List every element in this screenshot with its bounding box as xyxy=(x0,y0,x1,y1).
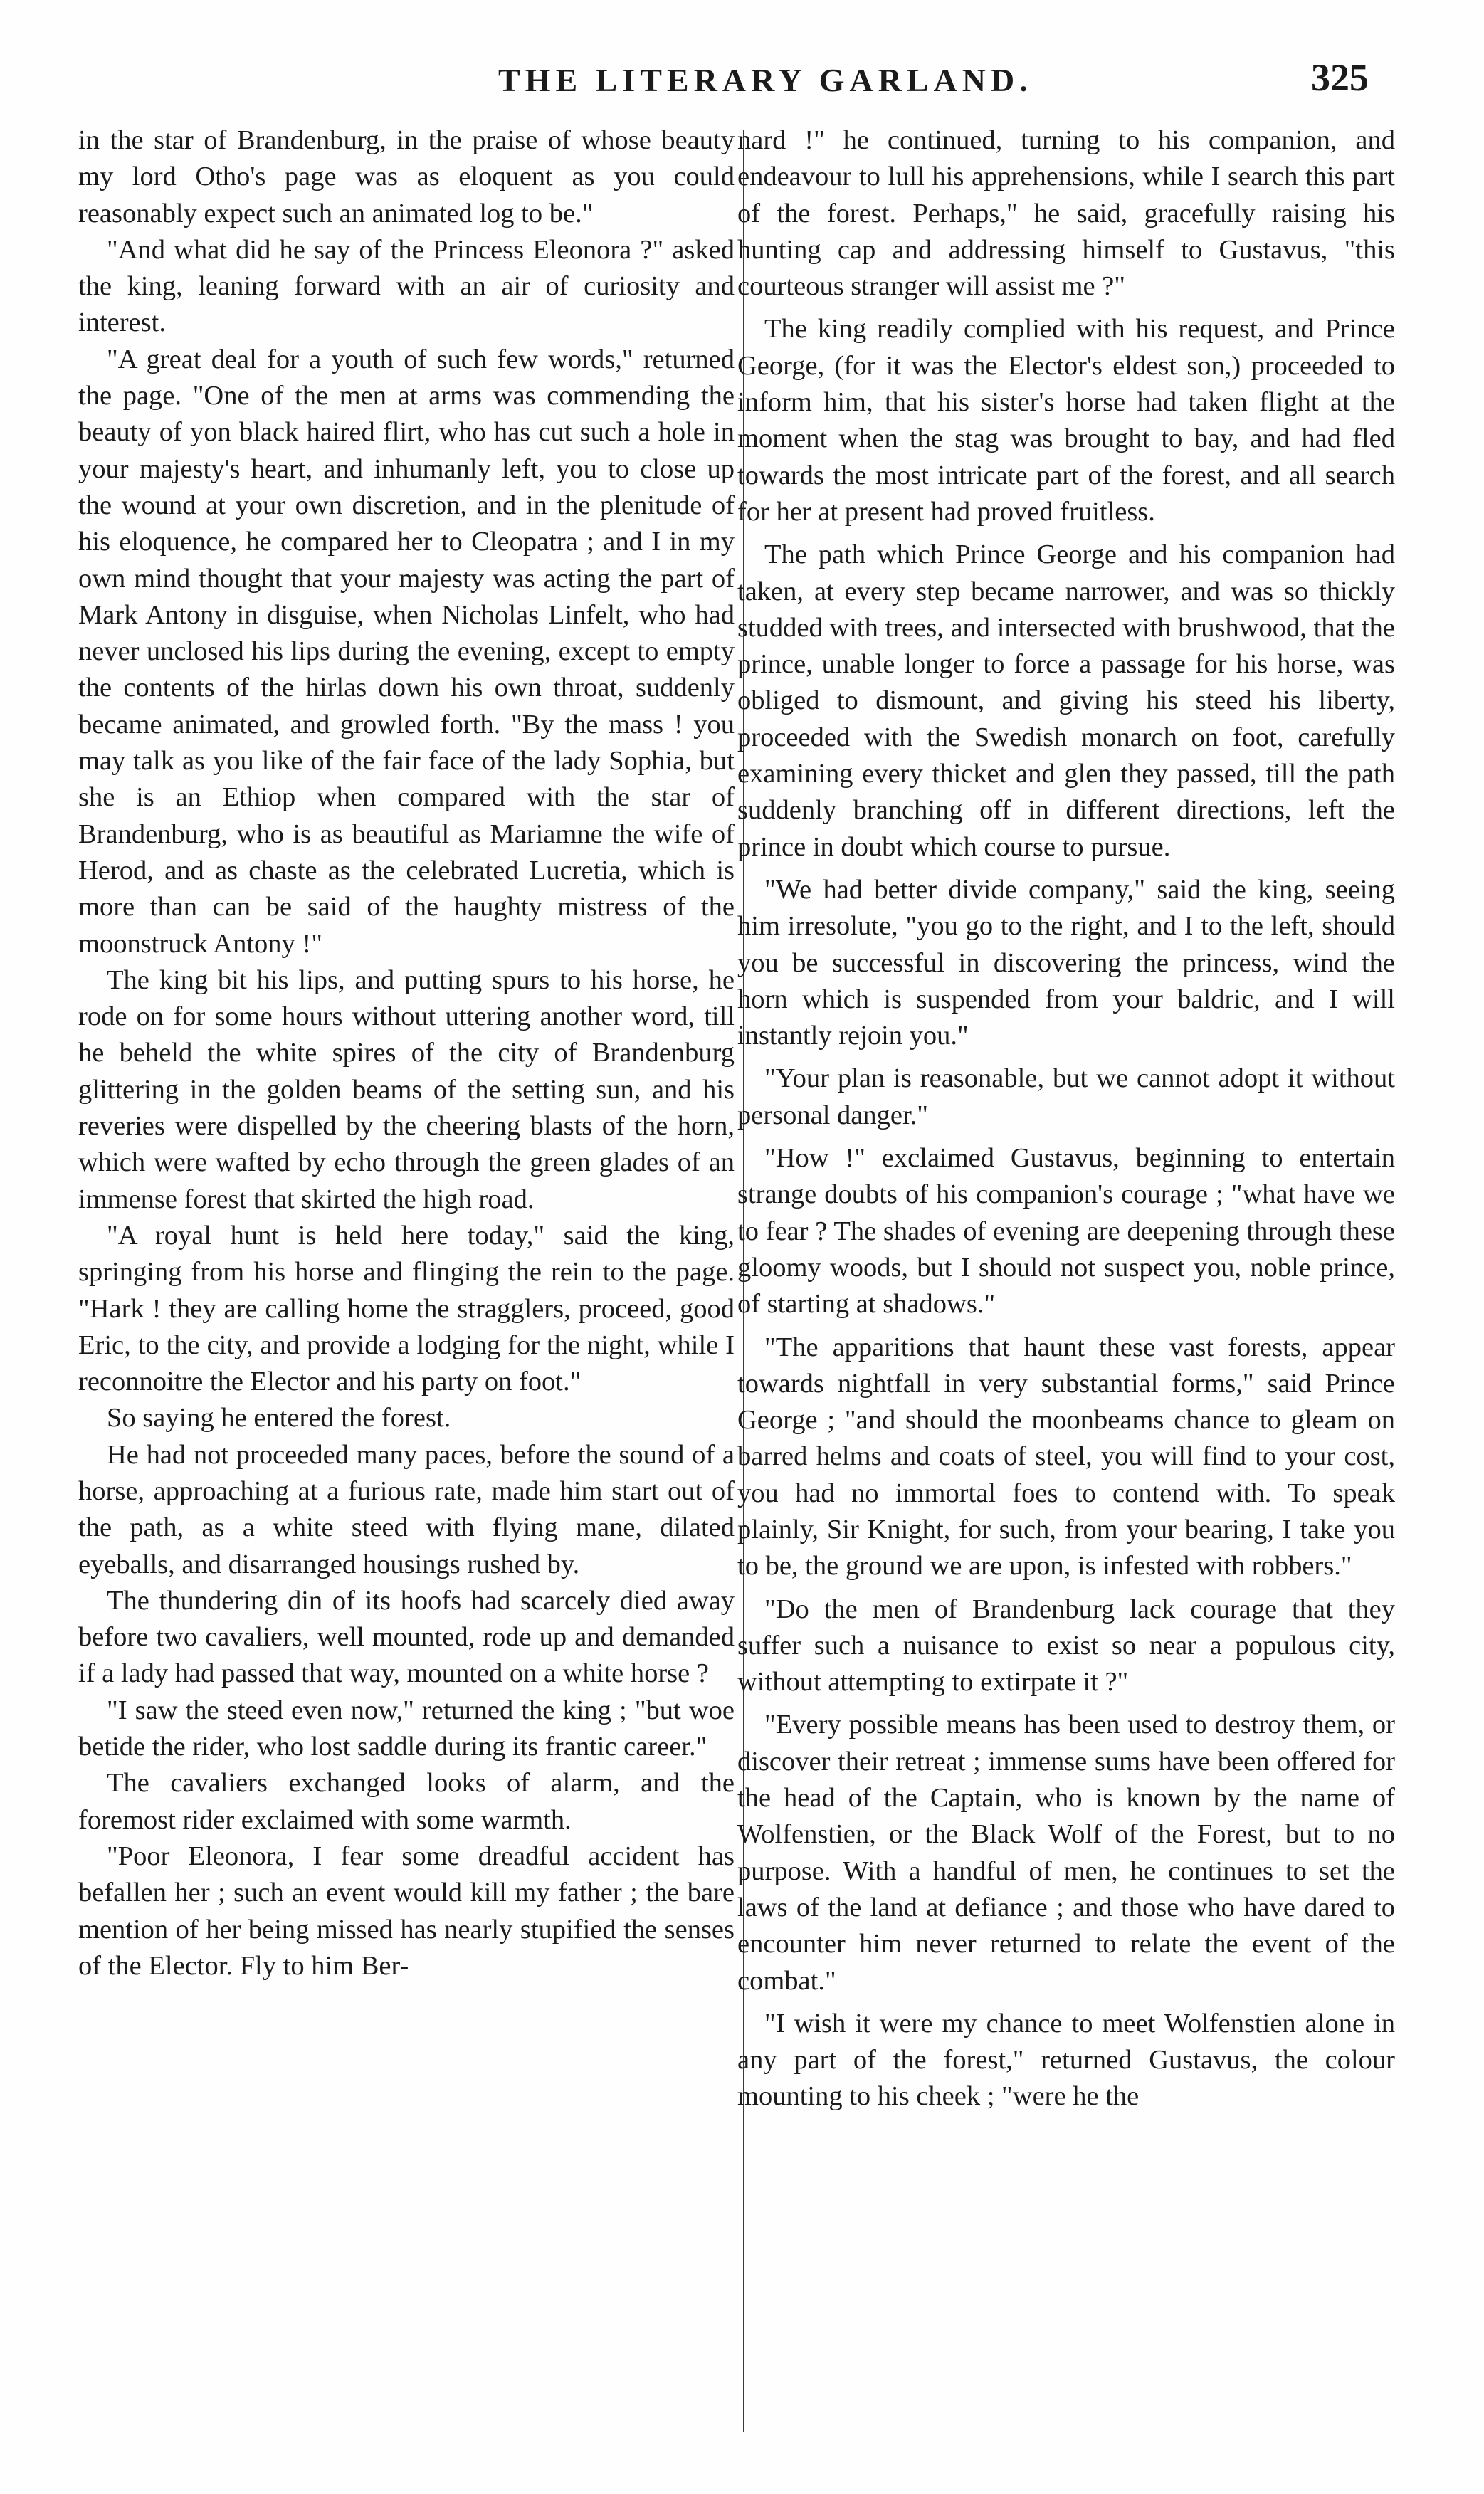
paragraph: So saying he entered the forest. xyxy=(107,1403,451,1433)
paragraph: "I saw the steed even now," returned the king ; "but woe betide the rider, who lost saddle during its frantic career." xyxy=(78,1695,735,1762)
paragraph: "Poor Eleonora, I fear some dreadful accident has befallen her ; such an event would kill my father ; the bare mention of her being missed has nearly stupified the senses of the Elector. Fly to him Ber- xyxy=(78,1841,735,1981)
paragraph: The king bit his lips, and putting spurs to his horse, he rode on for some hours without uttering another word, till he beheld the white spires of the city of Brandenburg glittering in the golden beams of the setting sun, and his reveries were dispelled by the cheering blasts of the horn, which were wafted by echo through the green glades of an immense forest that skirted the high road. xyxy=(78,964,735,1214)
running-head xyxy=(0,56,1484,112)
page-number: 325 xyxy=(1311,56,1369,99)
paragraph: "Your plan is reasonable, but we cannot adopt it without personal danger." xyxy=(737,1063,1395,1130)
paragraph: The thundering din of its hoofs had scarcely died away before two cavaliers, well mounted, rode up and demanded if a lady had passed that way, mounted on a white horse ? xyxy=(78,1585,735,1689)
paragraph: The path which Prince George and his companion had taken, at every step became narrower, and was so thickly studded with trees, and intersected with brushwood, that the prince, unable longer to force a passage for his horse, was obliged to dismount, and giving his steed his liberty, proceeded with the Swedish monarch on foot, carefully examining every thicket and glen they passed, till the path suddenly branching off in different directions, left the prince in doubt which course to pursue. xyxy=(737,540,1395,862)
paragraph: "How !" exclaimed Gustavus, beginning to entertain strange doubts of his companion's courage ; "what have we to fear ? The shades of evening are deepening through these gloomy woods, but I should not suspect you, noble prince, of starting at shadows." xyxy=(737,1143,1395,1320)
paragraph: "We had better divide company," said the king, seeing him irresolute, "you go to the right, and I to the left, should you be successful in discovering the princess, wind the horn which is suspended from your baldric, and I will instantly rejoin you." xyxy=(737,874,1395,1051)
paragraph: in the star of Brandenburg, in the praise of whose beauty my lord Otho's page was as eloquent as you could reasonably expect such an animated log to be." xyxy=(78,125,735,228)
running-head-title: THE LITERARY GARLAND. xyxy=(498,62,1033,98)
left-column xyxy=(78,122,735,2436)
paragraph: "And what did he say of the Princess Eleonora ?" asked the king, leaning forward with an air of curiosity and interest. xyxy=(78,234,735,338)
paragraph: "The apparitions that haunt these vast forests, appear towards nightfall in very substantial forms," said Prince George ; "and should the moonbeams chance to gleam on barred helms and coats of steel, you will find to your cost, you had no immortal foes to contend with. To speak plainly, Sir Knight, for such, from your bearing, I take you to be, the ground we are upon, is infested with robbers." xyxy=(737,1332,1395,1582)
paragraph: "Do the men of Brandenburg lack courage that they suffer such a nuisance to exist so near a populous city, without attempting to extirpate it ?" xyxy=(737,1594,1395,1698)
paragraph: "I wish it were my chance to meet Wolfenstien alone in any part of the forest," returned Gustavus, the colour mounting to his cheek ; "were he the xyxy=(737,2008,1395,2112)
paragraph: "A great deal for a youth of such few words," returned the page. "One of the men at arms was commending the beauty of yon black haired flirt, who has cut such a hole in your majesty's heart, and inhumanly left, you to close up the wound at your own discretion, and in the plenitude of his eloquence, he compared her to Cleopatra ; and I in my own mind thought that your majesty was acting the part of Mark Antony in disguise, when Nicholas Linfelt, who had never unclosed his lips during the evening, except to empty the contents of the hirlas down his own throat, suddenly became animated, and growled forth. "By the mass ! you may talk as you like of the fair face of the lady Sophia, but she is an Ethiop when compared with the star of Brandenburg, who is as beautiful as Mariamne the wife of Herod, and as chaste as the celebrated Lucretia, which is more than can be said of the haughty mistress of the moonstruck Antony !" xyxy=(78,344,735,959)
paragraph: "Every possible means has been used to destroy them, or discover their retreat ; immense sums have been offered for the head of the Captain, who is known by the name of Wolfenstien, or the Black Wolf of the Forest, but to no purpose. With a handful of men, he continues to set the laws of the land at defiance ; and those who have dared to encounter him never returned to relate the event of the combat." xyxy=(737,1710,1395,1996)
right-column xyxy=(735,122,1395,2436)
paragraph: The cavaliers exchanged looks of alarm, and the foremost rider exclaimed with some warmth. xyxy=(78,1768,735,1835)
paragraph: "A royal hunt is held here today," said the king, springing from his horse and flinging the rein to the page. "Hark ! they are calling home the stragglers, proceed, good Eric, to the city, and provide a lodging for the night, while I reconnoitre the Elector and his party on foot." xyxy=(78,1220,735,1397)
paragraph: nard !" he continued, turning to his companion, and endeavour to lull his apprehensions, while I search this part of the forest. Perhaps," he said, gracefully raising his hunting cap and addressing himself to Gustavus, "this courteous stranger will assist me ?" xyxy=(737,125,1395,302)
paragraph: The king readily complied with his request, and Prince George, (for it was the Elector's eldest son,) proceeded to inform him, that his sister's horse had taken flight at the moment when the stag was brought to bay, and had fled towards the most intricate part of the forest, and all search for her at present had proved fruitless. xyxy=(737,314,1395,527)
paragraph: He had not proceeded many paces, before the sound of a horse, approaching at a furious rate, made him start out of the path, as a white steed with flying mane, dilated eyeballs, and disarranged housings rushed by. xyxy=(78,1439,735,1579)
